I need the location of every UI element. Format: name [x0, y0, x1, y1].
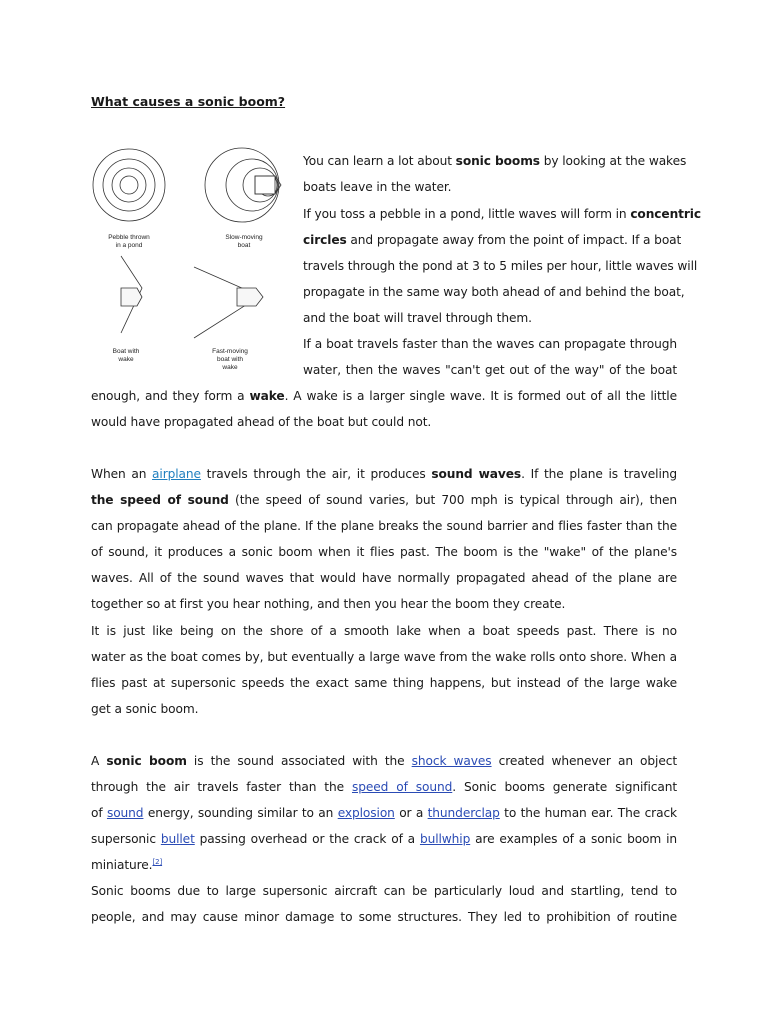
text-line: boats leave in the water.	[303, 180, 452, 194]
text-line	[91, 826, 677, 852]
text-span: through the air travels faster than the	[91, 780, 352, 794]
link-bullwhip[interactable]: bullwhip	[419, 832, 471, 846]
text-span: supersonic	[91, 832, 161, 846]
label-wake-2: wake	[118, 356, 134, 363]
text-line	[91, 774, 677, 800]
link-speed-of-sound[interactable]: speed of sound	[351, 780, 453, 794]
text-line	[303, 201, 701, 227]
term-speed-of-sound: the speed of sound	[91, 493, 229, 507]
text-line	[303, 148, 687, 174]
page-title: What causes a sonic boom?	[91, 94, 286, 109]
text-span: If you toss a pebble in a pond, little waves will form in	[303, 207, 631, 221]
text-line	[91, 748, 677, 774]
text-line: If a boat travels faster than the waves can propagate through	[303, 337, 677, 351]
term-circles: circles	[303, 233, 347, 247]
text-line	[91, 852, 677, 878]
text-span: . Sonic booms generate significant	[452, 780, 677, 794]
text-line: and the boat will travel through them.	[303, 311, 532, 325]
term-sonic-boom: sonic boom	[106, 754, 187, 768]
text-line: water as the boat comes by, but eventually a large wave from the wake rolls onto shore. When a	[91, 650, 677, 664]
text-span: by looking at the wakes	[539, 154, 687, 168]
text-span: energy, sounding similar to an	[143, 806, 338, 820]
text-line: propagate in the same way both ahead of and behind the boat,	[303, 285, 685, 299]
wake-diagram	[84, 136, 294, 386]
text-line: Sonic booms due to large supersonic aircraft can be particularly loud and startling, tend to	[91, 884, 677, 898]
text-span: miniature.	[91, 858, 153, 872]
text-line	[91, 461, 677, 487]
text-span: (the speed of sound varies, but 700 mph is typical through air), then	[235, 493, 677, 507]
slow-boat-illustration	[205, 148, 281, 222]
link-explosion[interactable]: explosion	[337, 806, 395, 820]
link-shock-waves[interactable]: shock waves	[411, 754, 492, 768]
text-line	[91, 383, 677, 409]
text-span: of	[91, 806, 107, 820]
text-span: to the human ear. The crack	[504, 806, 677, 820]
label-slow-2: boat	[237, 242, 251, 249]
text-span: passing overhead or the crack of a	[194, 832, 420, 846]
text-span: enough, and they form a	[91, 389, 250, 403]
text-line: of sound, it produces a sonic boom when it flies past. The boom is the "wake" of the plane's	[91, 545, 677, 559]
text-line: together so at first you hear nothing, and then you hear the boom they create.	[91, 597, 566, 611]
text-line: can propagate ahead of the plane. If the plane breaks the sound barrier and flies faster than the	[91, 519, 677, 533]
label-fast-3: wake	[222, 364, 238, 371]
text-line: waves. All of the sound waves that would have normally propagated ahead of the plane are	[91, 571, 677, 585]
text-span: and propagate away from the point of impact. If a boat	[346, 233, 682, 247]
label-slow-1: Slow-moving	[225, 234, 263, 241]
term-wake: wake	[249, 389, 285, 403]
text-span: or a	[394, 806, 428, 820]
text-line	[91, 487, 677, 513]
text-span: . If the plane is traveling	[521, 467, 677, 481]
link-sound[interactable]: sound	[106, 806, 144, 820]
link-bullet[interactable]: bullet	[160, 832, 195, 846]
term-concentric: concentric	[630, 207, 701, 221]
text-span: are examples of a sonic boom in	[470, 832, 677, 846]
fast-boat-illustration	[194, 267, 263, 338]
text-line: flies past at supersonic speeds the exact same thing happens, but instead of the large wake	[91, 676, 677, 690]
link-thunderclap[interactable]: thunderclap	[427, 806, 500, 820]
text-span: is the sound associated with the	[186, 754, 412, 768]
label-pebble-2: in a pond	[115, 242, 143, 249]
label-wake-1: Boat with	[112, 348, 140, 355]
boat-with-wake-illustration	[121, 256, 142, 333]
text-line: get a sonic boom.	[91, 702, 199, 716]
label-fast-2: boat with	[216, 356, 244, 363]
citation-link[interactable]: [2]	[152, 858, 163, 866]
text-span: created whenever an object	[498, 754, 677, 768]
text-line: travels through the pond at 3 to 5 miles per hour, little waves will	[303, 259, 698, 273]
text-span: You can learn a lot about	[303, 154, 456, 168]
term-sonic-booms: sonic booms	[455, 154, 540, 168]
text-line: people, and may cause minor damage to some structures. They led to prohibition of routine	[91, 910, 677, 924]
text-line: would have propagated ahead of the boat but could not.	[91, 415, 432, 429]
term-sound-waves: sound waves	[431, 467, 522, 481]
text-span: When an	[91, 467, 153, 481]
text-span: travels through the air, it produces	[200, 467, 432, 481]
label-fast-1: Fast-moving	[212, 348, 248, 355]
text-line	[91, 800, 677, 826]
label-pebble-1: Pebble thrown	[108, 234, 150, 241]
text-line	[303, 227, 683, 253]
link-airplane[interactable]: airplane	[152, 467, 201, 481]
text-span: . A wake is a larger single wave. It is formed out of all the little	[284, 389, 677, 403]
concentric-circles-illustration	[93, 149, 165, 221]
text-line: It is just like being on the shore of a smooth lake when a boat speeds past. There is no	[91, 624, 677, 638]
text-line: water, then the waves "can't get out of the way" of the boat	[303, 363, 677, 377]
text-span: A	[91, 754, 107, 768]
